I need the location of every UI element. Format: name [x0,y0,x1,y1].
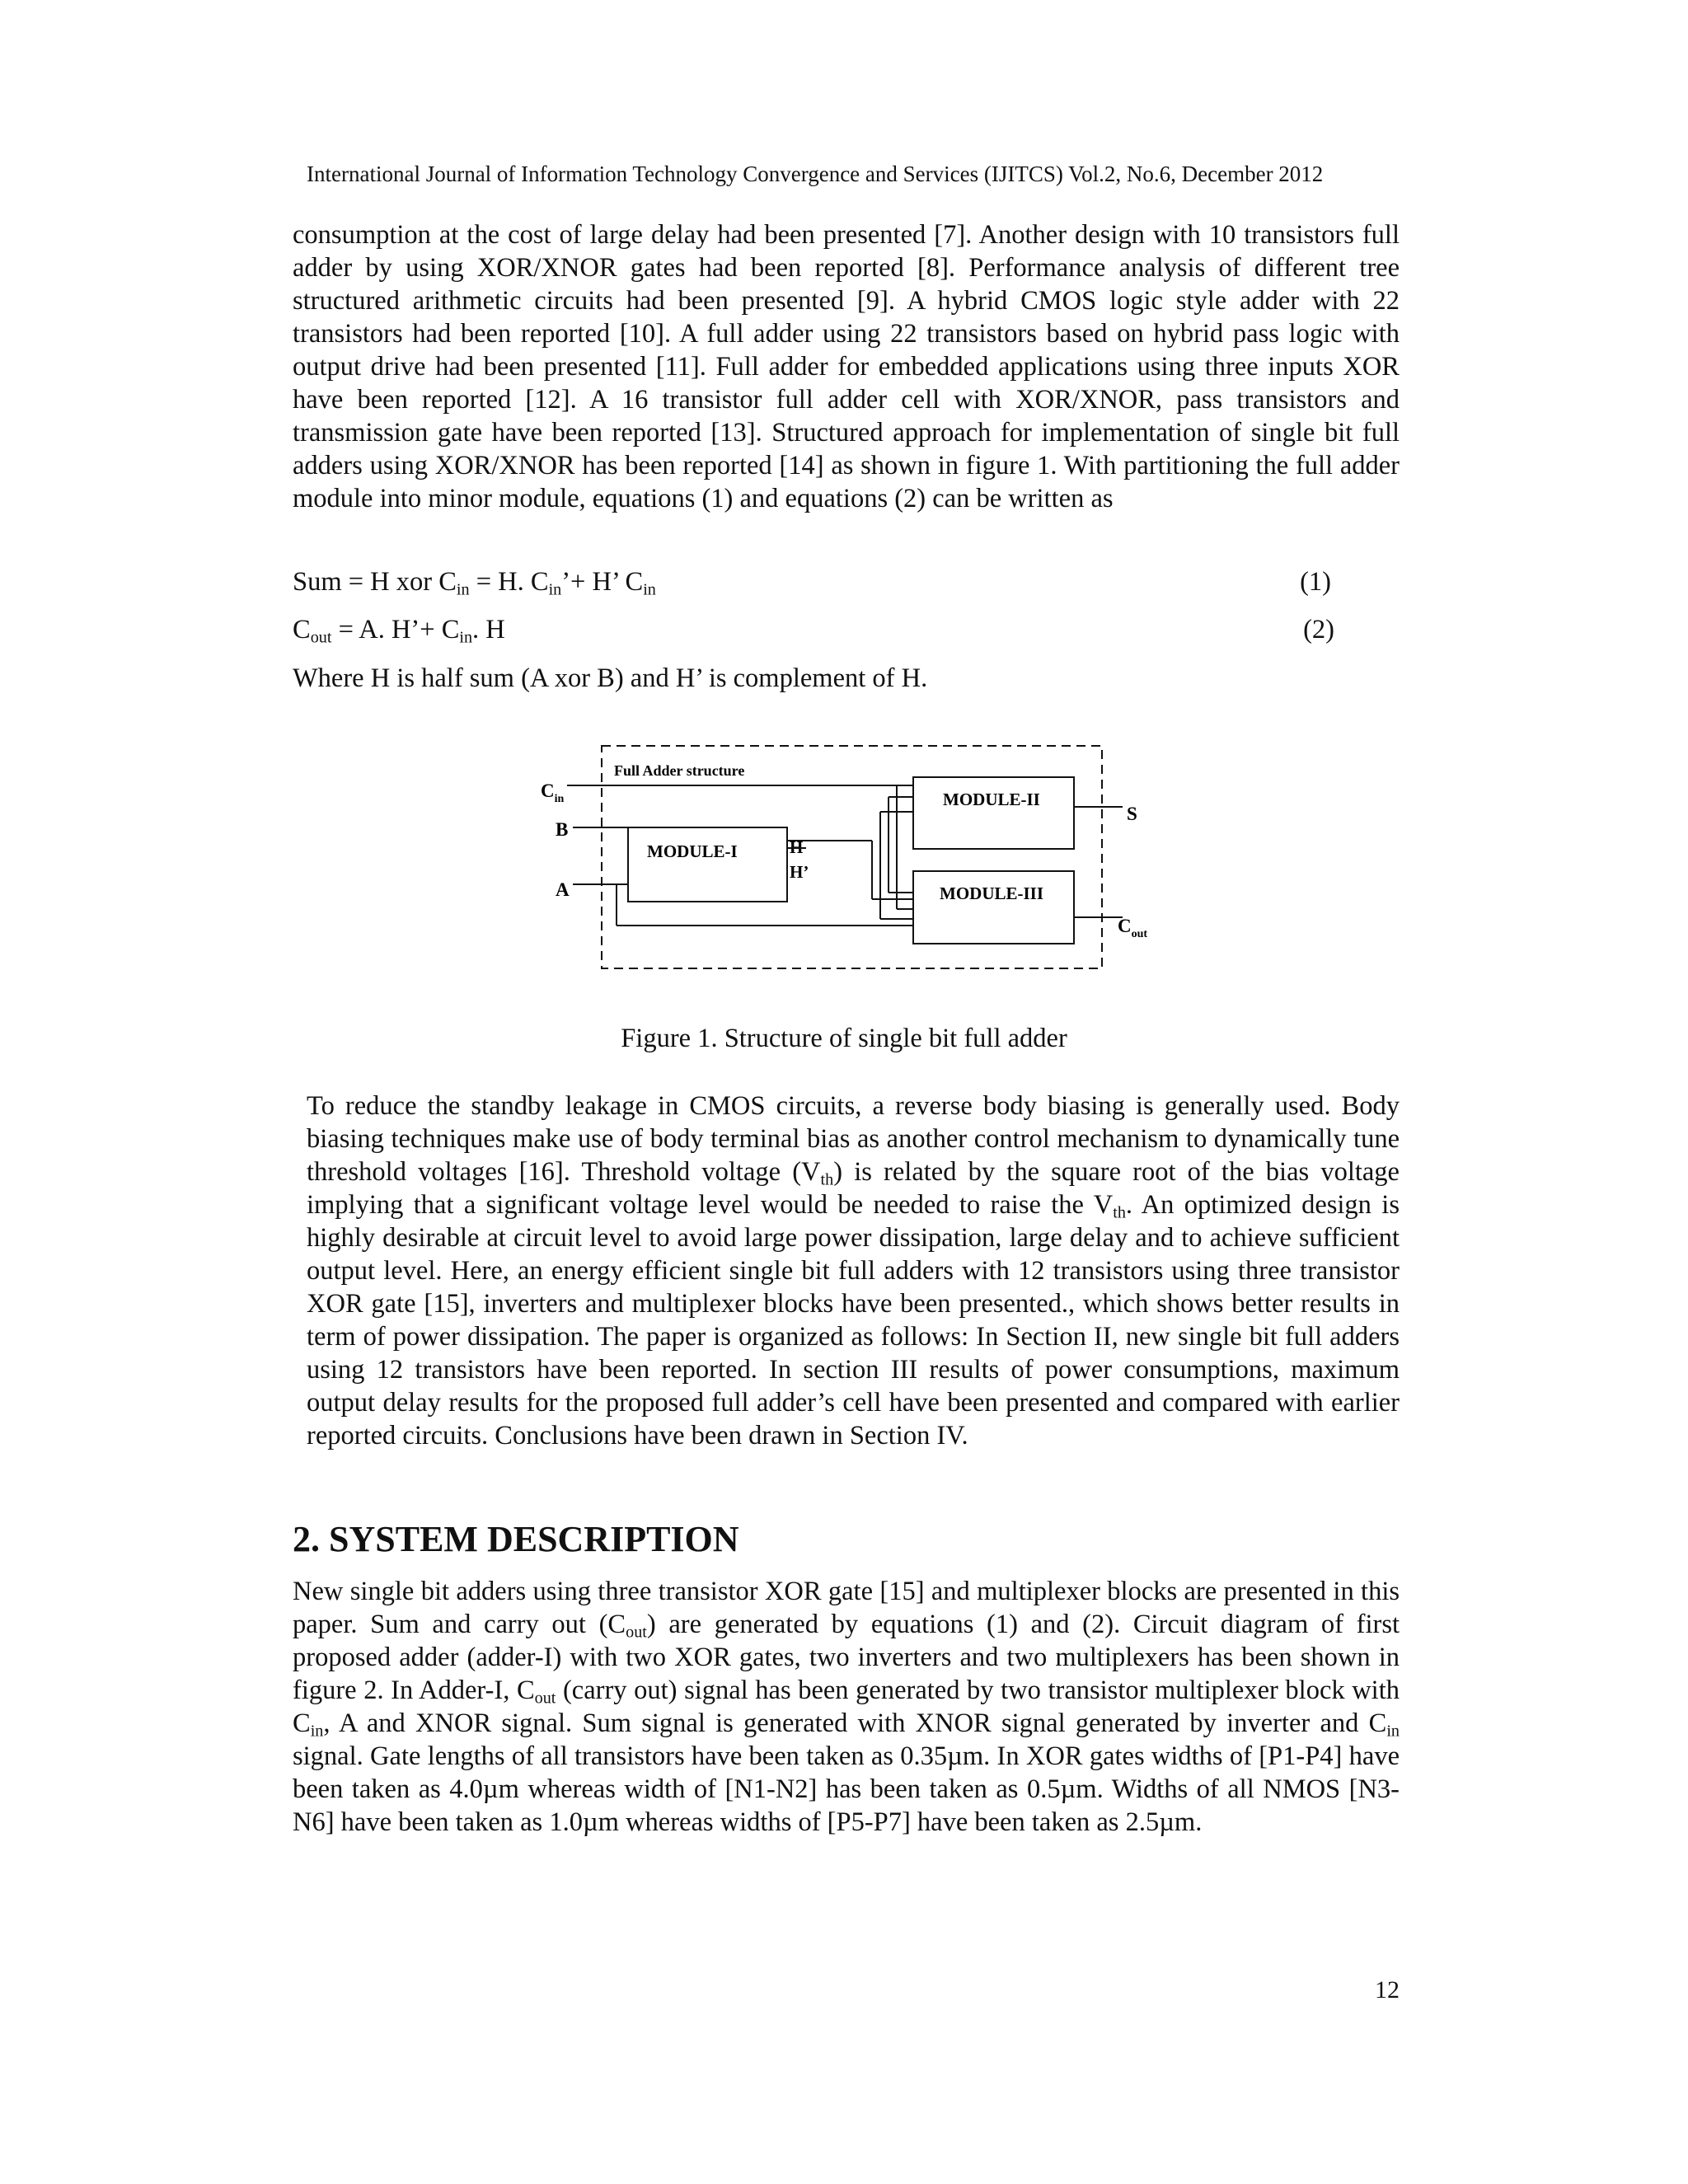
signal-h-comp-label: H’ [790,862,809,882]
input-b-label: B [556,819,569,840]
equation-1-number: (1) [1300,567,1331,597]
body-text-1: To reduce the standby leakage in CMOS circuits, a reverse body biasing is generally used. Body biasing techniques make use of body terminal bias as another control mechanism to dynamically tune threshold voltages [16]. Threshold voltage (V [307,1091,1400,1187]
sec-sub-3: in [310,1722,324,1741]
full-adder-title: Full Adder structure [614,762,745,779]
sec-sub-4: in [1386,1722,1400,1741]
sec-text-1: New single bit adders using three transistor XOR gate [15] and multiplexer blocks are presented in this paper. Sum and carry out (C [293,1577,1400,1639]
eq2-part-c: . H [472,615,505,644]
body-text-3: . An optimized design is highly desirable at circuit level to avoid large power dissipation, large delay and to achieve sufficient output level. Here, an energy efficient single bit full adders with 12 transistors using three transistor XOR gate [15], inverters and multiplexer blocks have been presented., which shows better results in term of power dissipation. The paper is organized as follows: In Section II, new single bit full adders using 12 transistors have been reported. In section III results of power consumptions, maximum output delay results for the proposed full adder’s cell have been presented and compared with earlier reported circuits. Conclusions have been drawn in Section IV. [307,1190,1400,1451]
module-3-box [913,871,1074,944]
full-adder-figure [528,738,1170,989]
body-sub-1: th [820,1170,834,1189]
input-cin-label: $C_{in}$ [541,780,565,805]
eq2-sub-2: in [459,628,473,647]
module-2-label: MODULE-II [943,790,1040,809]
equation-2 [293,613,1334,647]
module-1-box [628,827,787,902]
sec-sub-1: out [626,1623,647,1642]
figure-caption: Figure 1. Structure of single bit full adder [621,1024,1067,1053]
sec-text-3: (carry out) signal has been generated by two transistor multiplexer block with C [293,1675,1400,1738]
section-paragraph [293,1575,1400,1839]
body-paragraph [307,1090,1400,1452]
sec-text-4: , A and XNOR signal. Sum signal is generated with XNOR signal generated by inverter and C [323,1708,1387,1738]
eq2-part-b: = A. H’+ C [331,615,460,644]
output-cout-label: $C_{out}$ [1118,916,1148,940]
eq1-part-b: = H. C [469,567,549,597]
signal-h-label: H [790,837,804,857]
eq1-sub-3: in [643,580,656,599]
equation-1 [293,565,1331,598]
full-adder-diagram [528,738,1170,989]
eq1-part-a: Sum = H xor C [293,567,457,597]
eq1-sub-2: in [548,580,562,599]
body-text-2: ) is related by the square root of the bias voltage implying that a significant voltage level would be needed to raise the V [307,1157,1400,1220]
sec-text-2: ) are generated by equations (1) and (2). Circuit diagram of first proposed adder (adder-I) with two XOR gates, two inverters and two multiplexers has been shown in figure 2. In Adder-I, C [293,1610,1400,1705]
output-s-label: S [1127,804,1137,824]
module-2-box [913,777,1074,849]
page-number: 12 [1375,1976,1400,2004]
module-3-label: MODULE-III [940,883,1044,903]
input-a-label: A [556,879,570,900]
eq2-sub-1: out [310,628,332,647]
eq1-sub-1: in [456,580,470,599]
eq2-part-a: C [293,615,311,644]
section-heading: 2. SYSTEM DESCRIPTION [293,1519,739,1559]
intro-paragraph: consumption at the cost of large delay had been presented [7]. Another design with 10 transistors full adder by using XOR/XNOR gates had been reported [8]. Performance analysis of different tree structured arithmetic circuits had been presented [9]. A hybrid CMOS logic style adder with 22 transistors had been reported [10]. A full adder using 22 transistors based on hybrid pass logic with output drive had been presented [11]. Full adder for embedded applications using three inputs XOR have been reported [12]. A 16 transistor full adder cell with XOR/XNOR, pass transistors and transmission gate have been reported [13]. Structured approach for implementation of single bit full adders using XOR/XNOR has been reported [14] as shown in figure 1. With partitioning the full adder module into minor module, equations (1) and equations (2) can be written as [293,220,1400,513]
eq1-part-c: ’+ H’ C [561,567,644,597]
where-definition: Where H is half sum (A xor B) and H’ is complement of H. [293,663,928,693]
sec-sub-2: out [534,1689,556,1708]
body-sub-2: th [1113,1203,1126,1222]
module-1-label: MODULE-I [647,841,738,861]
equation-2-number: (2) [1303,615,1334,644]
sec-text-5: signal. Gate lengths of all transistors have been taken as 0.35µm. In XOR gates widths of [P1-P4] have been taken as 4.0µm whereas width of [N1-N2] has been taken as 0.5µm. Widths of all NMOS [N3-N6] have been taken as 1.0µm whereas widths of [P5-P7] have been taken as 2.5µm. [293,1741,1400,1837]
journal-header: International Journal of Information Technology Convergence and Services (IJITCS) Vol.2, No.6, December 2012 [307,162,1324,186]
